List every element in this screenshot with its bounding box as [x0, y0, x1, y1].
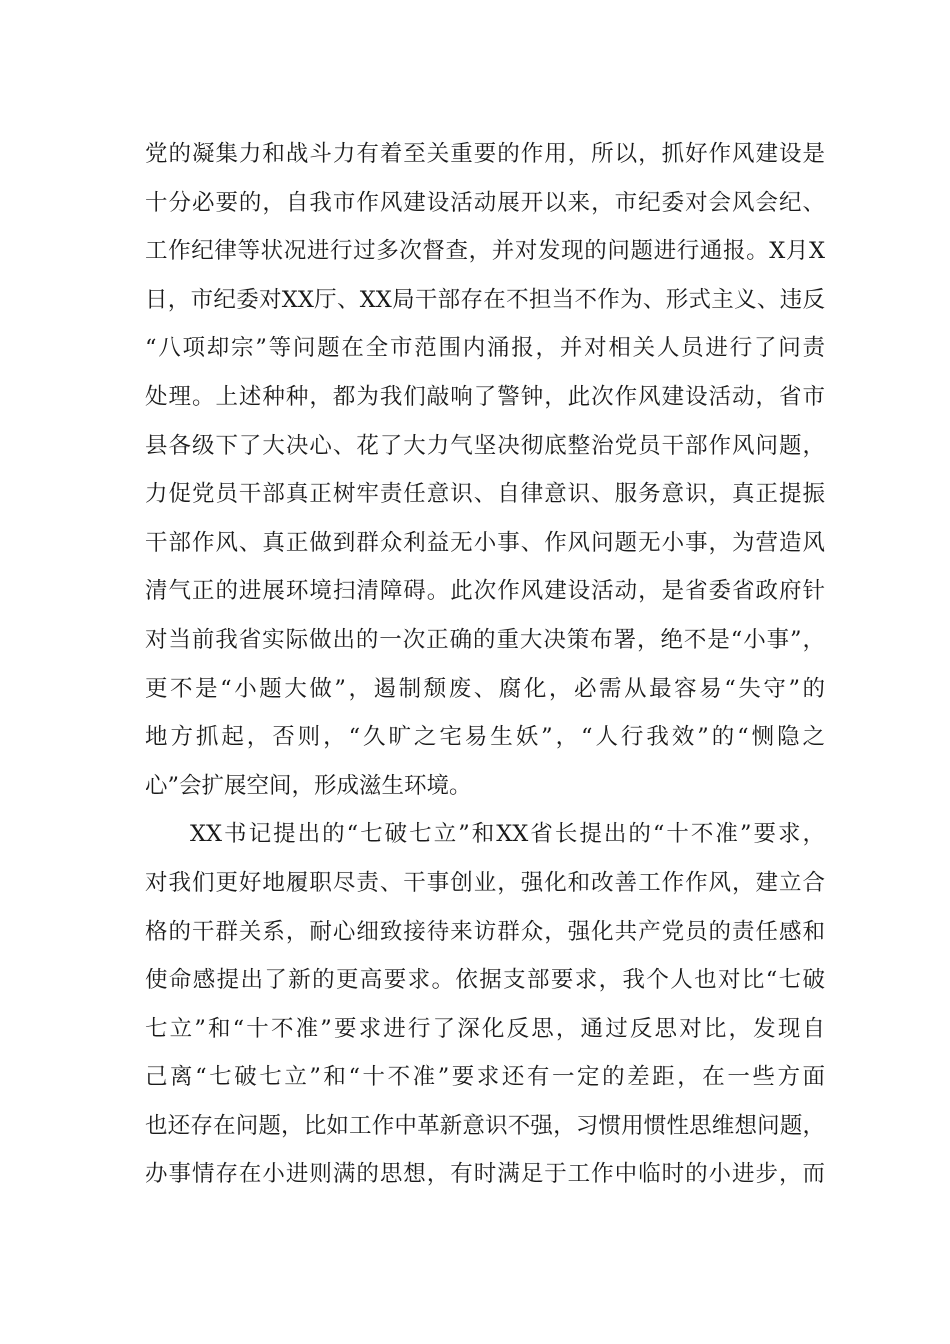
text-line: 日，市纪委对XX厅、XX局干部存在不担当不作为、形式主义、违反: [145, 286, 825, 313]
text-line: “八项却宗”等问题在全市范围内涌报，并对相关人员进行了问责: [145, 335, 825, 362]
text-line: 清气正的进展环境扫清障碍。此次作风建设活动，是省委省政府针: [145, 578, 825, 605]
text-line: 干部作风、真正做到群众利益无小事、作风问题无小事，为营造风: [145, 529, 825, 556]
text-line: 力促党员干部真正树牢责任意识、自律意识、服务意识，真正提振: [145, 481, 825, 508]
text-line: 县各级下了大决心、花了大力气坚决彻底整治党员干部作风问题，: [145, 432, 825, 459]
text-line: 格的干群关系，耐心细致接待来访群众，强化共产党员的责任感和: [145, 918, 825, 945]
text-line: XX书记提出的“七破七立”和XX省长提出的“十不准”要求，: [190, 821, 825, 848]
body-text: [145, 130, 825, 1199]
text-line: 地方抓起，否则，“久旷之宅易生妖”，“人行我效”的“恻隐之: [145, 724, 825, 751]
text-line: 党的凝集力和战斗力有着至关重要的作用，所以，抓好作风建设是: [145, 141, 825, 167]
text-line: 办事情存在小进则满的思想，有时满足于工作中临时的小进步，而: [145, 1161, 825, 1188]
text-line: 也还存在问题，比如工作中革新意识不强，习惯用惯性思维想问题，: [145, 1112, 825, 1139]
text-line: 使命感提出了新的更高要求。依据支部要求，我个人也对比“七破: [145, 967, 825, 994]
text-line: 对我们更好地履职尽责、干事创业，强化和改善工作作风，建立合: [145, 869, 825, 896]
text-line: 十分必要的，自我市作风建设活动展开以来，市纪委对会风会纪、: [145, 189, 825, 216]
text-line: 对当前我省实际做出的一次正确的重大决策布署，绝不是“小事”，: [145, 626, 825, 653]
text-line: 己离“七破七立”和“十不准”要求还有一定的差距，在一些方面: [145, 1064, 825, 1091]
text-line: 处理。上述种种，都为我们敲响了警钟，此次作风建设活动，省市: [145, 383, 825, 410]
paragraph-2: [145, 810, 825, 1199]
text-line: 心”会扩展空间，形成滋生环境。: [145, 772, 472, 799]
paragraph-1: [145, 130, 825, 810]
text-line: 工作纪律等状况进行过多次督查，并对发现的问题进行通报。X月X: [145, 238, 825, 265]
text-line: 更不是“小题大做”，遏制颓废、腐化，必需从最容易“失守”的: [145, 675, 825, 702]
text-line: 七立”和“十不准”要求进行了深化反思，通过反思对比，发现自: [145, 1015, 825, 1042]
